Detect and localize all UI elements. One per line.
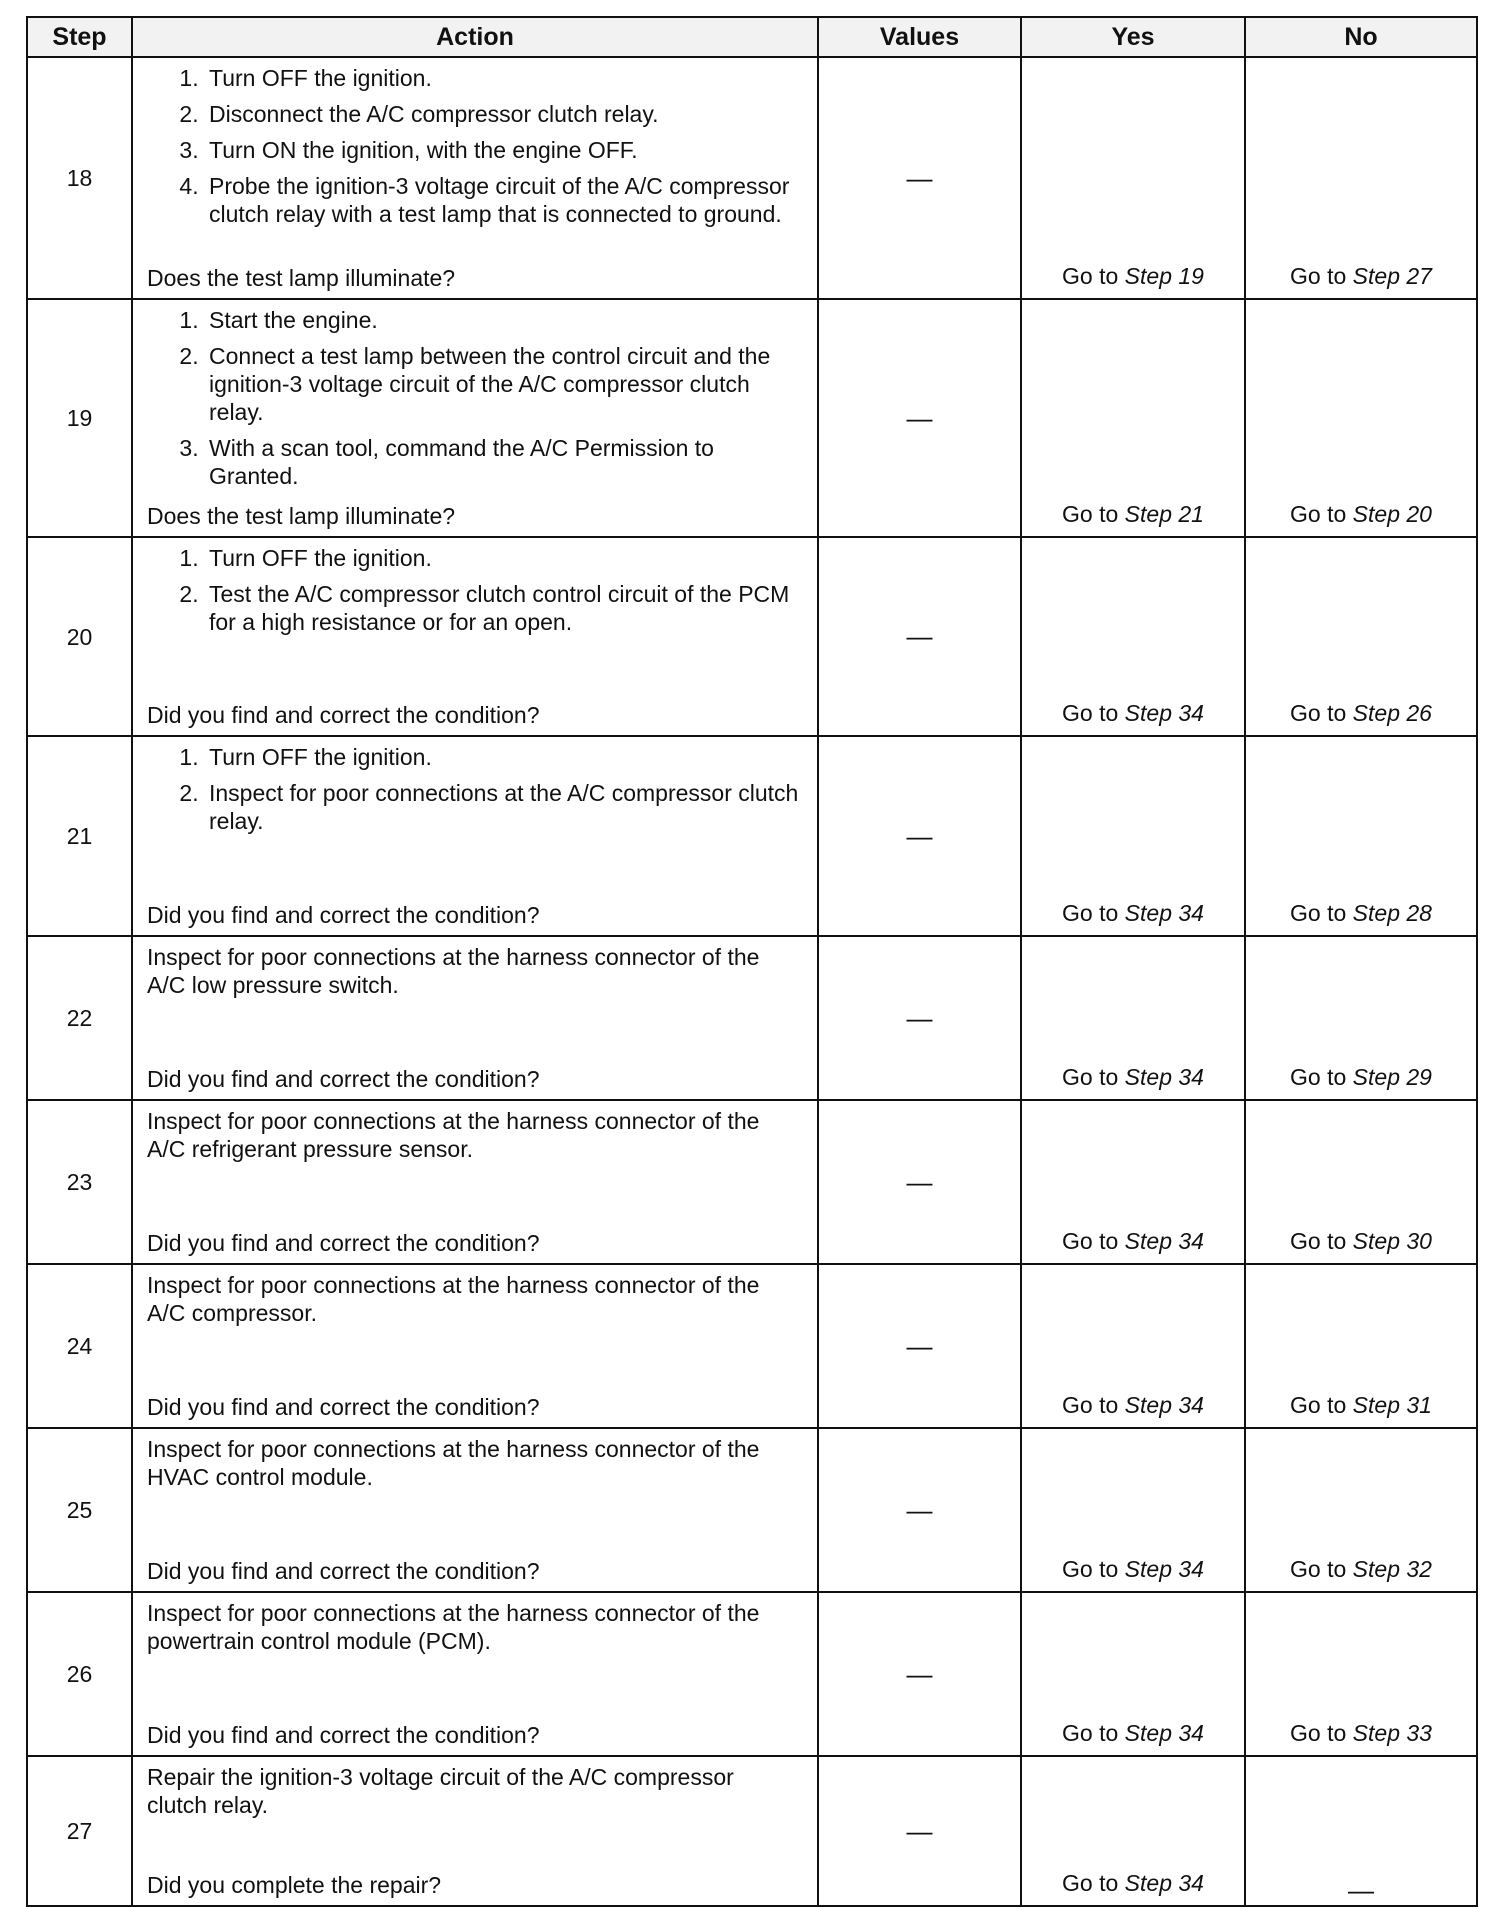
- no-cell: [1245, 1592, 1477, 1756]
- no-goto-step: Step 31: [1352, 1392, 1432, 1418]
- values-dash: —: [906, 162, 933, 193]
- no-cell: [1245, 936, 1477, 1100]
- action-text: Inspect for poor connections at the harness connector of the HVAC control module.: [147, 1436, 760, 1490]
- values-dash: —: [906, 820, 933, 851]
- action-cell: [132, 936, 818, 1100]
- step-number: 21: [27, 736, 132, 936]
- no-goto-step: Step 20: [1352, 501, 1432, 527]
- no-goto-step: Step 30: [1352, 1228, 1432, 1254]
- action-list-item: 2. Test the A/C compressor clutch control circuit of the PCM for a high resistance or for an open.: [205, 580, 805, 636]
- action-question: Did you find and correct the condition?: [147, 1394, 540, 1420]
- action-content: [147, 1271, 805, 1421]
- yes-cell: [1021, 537, 1245, 736]
- action-list-item: 3. Turn ON the ignition, with the engine OFF.: [205, 136, 805, 164]
- action-cell: [132, 57, 818, 299]
- no-cell: [1245, 1428, 1477, 1592]
- values-cell: [818, 57, 1021, 299]
- yes-goto-step: Step 21: [1124, 501, 1204, 527]
- action-cell: [132, 1428, 818, 1592]
- values-dash: —: [906, 1815, 933, 1846]
- yes-cell: [1021, 1428, 1245, 1592]
- step-number: 27: [27, 1756, 132, 1906]
- yes-goto-prefix: Go to: [1062, 501, 1125, 527]
- diagnostic-table: [26, 16, 1478, 1907]
- yes-goto-step: Step 34: [1124, 900, 1204, 926]
- action-instructions: [147, 544, 805, 644]
- action-list: [147, 544, 805, 636]
- action-question: Did you find and correct the condition?: [147, 1066, 540, 1092]
- yes-goto-step: Step 19: [1124, 263, 1204, 289]
- step-number: 18: [27, 57, 132, 299]
- action-question: Did you find and correct the condition?: [147, 902, 540, 928]
- step-number: 25: [27, 1428, 132, 1592]
- action-content: [147, 306, 805, 530]
- action-cell: [132, 537, 818, 736]
- values-cell: [818, 936, 1021, 1100]
- header-action: Action: [132, 17, 818, 57]
- yes-goto-step: Step 34: [1124, 700, 1204, 726]
- action-text: Inspect for poor connections at the harness connector of the A/C compressor.: [147, 1272, 760, 1326]
- values-dash: —: [906, 1330, 933, 1361]
- action-question: Did you complete the repair?: [147, 1872, 442, 1898]
- values-dash: —: [906, 1658, 933, 1689]
- action-content: [147, 743, 805, 929]
- no-goto-step: Step 27: [1352, 263, 1432, 289]
- no-goto-prefix: Go to: [1290, 263, 1353, 289]
- action-text: Repair the ignition-3 voltage circuit of the A/C compressor clutch relay.: [147, 1764, 734, 1818]
- header-no: No: [1245, 17, 1477, 57]
- action-list-item: 4. Probe the ignition-3 voltage circuit of the A/C compressor clutch relay with a test lamp that is connected to ground.: [205, 172, 805, 228]
- action-content: [147, 1435, 805, 1585]
- no-cell: [1245, 57, 1477, 299]
- values-cell: [818, 1428, 1021, 1592]
- action-cell: [132, 299, 818, 537]
- action-content: [147, 943, 805, 1093]
- action-instructions: [147, 1763, 805, 1819]
- values-dash: —: [906, 1166, 933, 1197]
- table-row: [27, 537, 1477, 736]
- values-cell: [818, 1264, 1021, 1428]
- yes-goto-step: Step 34: [1124, 1228, 1204, 1254]
- action-list-item: 1. Start the engine.: [205, 306, 805, 334]
- values-dash: —: [906, 1494, 933, 1525]
- values-cell: [818, 1100, 1021, 1264]
- yes-cell: [1021, 736, 1245, 936]
- step-number: 20: [27, 537, 132, 736]
- yes-goto-prefix: Go to: [1062, 1870, 1125, 1896]
- values-dash: —: [906, 1002, 933, 1033]
- action-instructions: [147, 1435, 805, 1491]
- table-row: [27, 1264, 1477, 1428]
- action-instructions: [147, 1599, 805, 1655]
- values-cell: [818, 1592, 1021, 1756]
- values-cell: [818, 537, 1021, 736]
- step-number: 24: [27, 1264, 132, 1428]
- header-values: Values: [818, 17, 1021, 57]
- action-instructions: [147, 306, 805, 498]
- action-content: [147, 64, 805, 292]
- yes-goto-step: Step 34: [1124, 1556, 1204, 1582]
- no-cell: [1245, 299, 1477, 537]
- yes-cell: [1021, 1264, 1245, 1428]
- action-list-item: 2. Disconnect the A/C compressor clutch relay.: [205, 100, 805, 128]
- action-list-item: 2. Connect a test lamp between the control circuit and the ignition-3 voltage circuit of the A/C compressor clutch relay.: [205, 342, 805, 426]
- action-instructions: [147, 1107, 805, 1163]
- yes-cell: [1021, 299, 1245, 537]
- action-cell: [132, 736, 818, 936]
- action-instructions: [147, 943, 805, 999]
- action-instructions: [147, 743, 805, 843]
- action-question: Did you find and correct the condition?: [147, 1230, 540, 1256]
- no-goto-prefix: Go to: [1290, 900, 1353, 926]
- no-goto-step: Step 28: [1352, 900, 1432, 926]
- header-yes: Yes: [1021, 17, 1245, 57]
- action-question: Did you find and correct the condition?: [147, 702, 540, 728]
- table-row: [27, 1428, 1477, 1592]
- action-question: Does the test lamp illuminate?: [147, 503, 456, 529]
- table-row: [27, 736, 1477, 936]
- no-goto-prefix: Go to: [1290, 501, 1353, 527]
- action-question: Does the test lamp illuminate?: [147, 265, 456, 291]
- no-cell: [1245, 736, 1477, 936]
- yes-goto-step: Step 34: [1124, 1064, 1204, 1090]
- values-cell: [818, 736, 1021, 936]
- no-goto-step: Step 33: [1352, 1720, 1432, 1746]
- yes-goto-prefix: Go to: [1062, 1064, 1125, 1090]
- no-goto-prefix: Go to: [1290, 700, 1353, 726]
- action-list-item: 1. Turn OFF the ignition.: [205, 544, 805, 572]
- no-goto-prefix: Go to: [1290, 1556, 1353, 1582]
- action-content: [147, 544, 805, 729]
- action-instructions: [147, 1271, 805, 1327]
- action-cell: [132, 1264, 818, 1428]
- yes-cell: [1021, 1100, 1245, 1264]
- action-question: Did you find and correct the condition?: [147, 1722, 540, 1748]
- no-cell: [1245, 1100, 1477, 1264]
- yes-cell: [1021, 936, 1245, 1100]
- no-goto-prefix: Go to: [1290, 1720, 1353, 1746]
- table-row: [27, 57, 1477, 299]
- action-content: [147, 1107, 805, 1257]
- no-goto-step: Step 29: [1352, 1064, 1432, 1090]
- action-content: [147, 1599, 805, 1749]
- no-goto-prefix: Go to: [1290, 1228, 1353, 1254]
- yes-cell: [1021, 1592, 1245, 1756]
- action-text: Inspect for poor connections at the harness connector of the powertrain control module (PCM).: [147, 1600, 760, 1654]
- no-cell: [1245, 1264, 1477, 1428]
- header-step: Step: [27, 17, 132, 57]
- yes-goto-step: Step 34: [1124, 1720, 1204, 1746]
- yes-goto-prefix: Go to: [1062, 700, 1125, 726]
- table-row: [27, 299, 1477, 537]
- no-cell: [1245, 537, 1477, 736]
- action-list-item: 3. With a scan tool, command the A/C Permission to Granted.: [205, 434, 805, 490]
- values-dash: —: [906, 621, 933, 651]
- step-number: 23: [27, 1100, 132, 1264]
- action-list: [147, 743, 805, 835]
- no-goto-prefix: Go to: [1290, 1064, 1353, 1090]
- action-content: [147, 1763, 805, 1899]
- action-list-item: 1. Turn OFF the ignition.: [205, 743, 805, 771]
- yes-goto-prefix: Go to: [1062, 1392, 1125, 1418]
- action-cell: [132, 1592, 818, 1756]
- action-list: [147, 64, 805, 228]
- action-list: [147, 306, 805, 490]
- yes-goto-prefix: Go to: [1062, 263, 1125, 289]
- no-dash: —: [1348, 1875, 1374, 1905]
- values-cell: [818, 299, 1021, 537]
- yes-goto-step: Step 34: [1124, 1392, 1204, 1418]
- action-cell: [132, 1100, 818, 1264]
- yes-goto-prefix: Go to: [1062, 1228, 1125, 1254]
- table-row: [27, 1100, 1477, 1264]
- no-goto-prefix: Go to: [1290, 1392, 1353, 1418]
- action-text: Inspect for poor connections at the harness connector of the A/C refrigerant pressure sensor.: [147, 1108, 760, 1162]
- table-row: [27, 936, 1477, 1100]
- action-list-item: 1. Turn OFF the ignition.: [205, 64, 805, 92]
- step-number: 19: [27, 299, 132, 537]
- action-list-item: 2. Inspect for poor connections at the A/C compressor clutch relay.: [205, 779, 805, 835]
- action-instructions: [147, 64, 805, 236]
- step-number: 26: [27, 1592, 132, 1756]
- action-text: Inspect for poor connections at the harness connector of the A/C low pressure switch.: [147, 944, 760, 998]
- step-number: 22: [27, 936, 132, 1100]
- yes-goto-prefix: Go to: [1062, 1720, 1125, 1746]
- table-row: [27, 1592, 1477, 1756]
- no-goto-step: Step 32: [1352, 1556, 1432, 1582]
- yes-goto-prefix: Go to: [1062, 1556, 1125, 1582]
- action-question: Did you find and correct the condition?: [147, 1558, 540, 1584]
- no-goto-step: Step 26: [1352, 700, 1432, 726]
- yes-goto-prefix: Go to: [1062, 900, 1125, 926]
- values-dash: —: [906, 402, 933, 433]
- header-row: [27, 17, 1477, 57]
- yes-goto-step: Step 34: [1124, 1870, 1204, 1896]
- yes-cell: [1021, 57, 1245, 299]
